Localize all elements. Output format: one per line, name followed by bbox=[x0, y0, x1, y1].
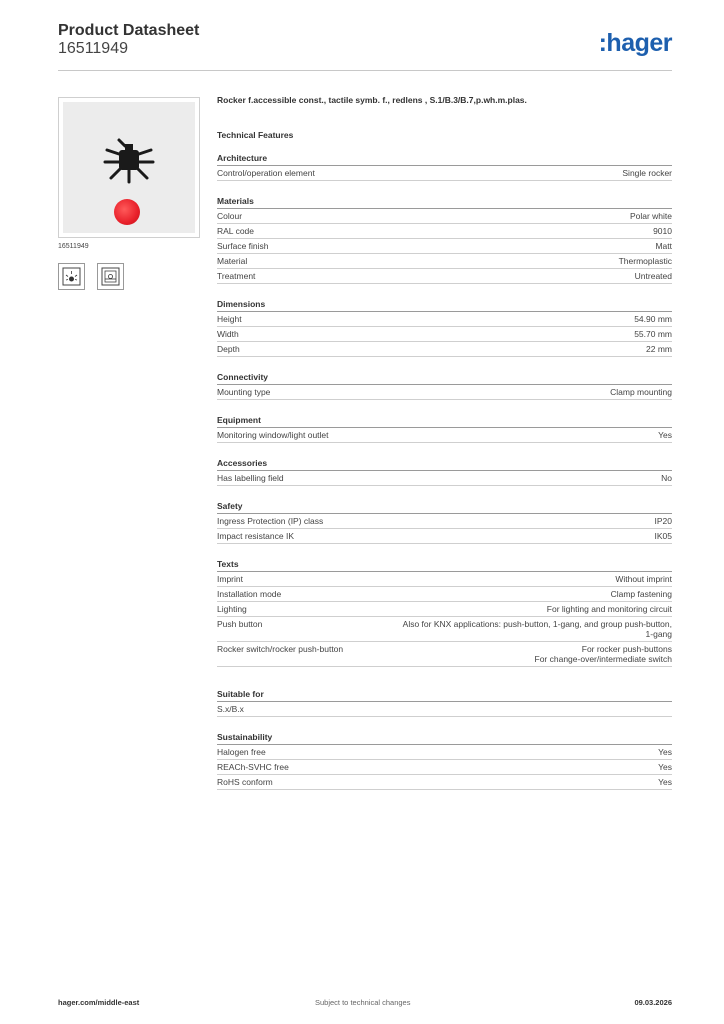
spec-section bbox=[217, 297, 672, 357]
spec-value: Untreated bbox=[634, 271, 672, 281]
spec-value: Matt bbox=[655, 241, 672, 251]
spec-value: IP20 bbox=[654, 516, 672, 526]
spec-label: Imprint bbox=[217, 574, 243, 584]
red-lens-icon bbox=[114, 199, 140, 225]
spec-label: Colour bbox=[217, 211, 243, 221]
spec-value: Yes bbox=[658, 762, 672, 772]
spec-row bbox=[217, 342, 672, 357]
spec-row bbox=[217, 166, 672, 181]
spec-value: Polar white bbox=[629, 211, 672, 221]
technical-features-table bbox=[217, 151, 672, 803]
spec-row bbox=[217, 745, 672, 760]
spec-row bbox=[217, 269, 672, 284]
labelling-field-symbol-icon bbox=[97, 263, 124, 290]
spec-section bbox=[217, 687, 672, 717]
spec-row bbox=[217, 775, 672, 790]
spec-row bbox=[217, 254, 672, 269]
section-title: Architecture bbox=[217, 151, 672, 166]
section-title: Materials bbox=[217, 194, 672, 209]
spec-row bbox=[217, 587, 672, 602]
spec-label: Mounting type bbox=[217, 387, 271, 397]
spec-value: For rocker push-buttons For change-over/intermediate switch bbox=[534, 644, 672, 664]
spec-section bbox=[217, 557, 672, 667]
hager-logo: :hager bbox=[598, 29, 672, 57]
spec-label: Lighting bbox=[217, 604, 247, 614]
spec-label: RoHS conform bbox=[217, 777, 273, 787]
section-title: Sustainability bbox=[217, 730, 672, 745]
spec-label: Rocker switch/rocker push-button bbox=[217, 644, 344, 654]
product-name: Rocker f.accessible const., tactile symb. f., redlens , S.1/B.3/B.7,p.wh.m.plas. bbox=[217, 95, 527, 105]
document-number: 16511949 bbox=[58, 40, 128, 57]
section-title: Accessories bbox=[217, 456, 672, 471]
spec-value: 22 mm bbox=[646, 344, 672, 354]
spec-row bbox=[217, 327, 672, 342]
spec-label: Material bbox=[217, 256, 248, 266]
spec-value: Yes bbox=[658, 747, 672, 757]
spec-label: RAL code bbox=[217, 226, 255, 236]
spec-value: Without imprint bbox=[615, 574, 672, 584]
footer-website: hager.com/middle-east bbox=[58, 998, 140, 1007]
spec-row bbox=[217, 529, 672, 544]
spec-value: 55.70 mm bbox=[634, 329, 672, 339]
spec-label: S.x/B.x bbox=[217, 704, 244, 714]
product-sku: 16511949 bbox=[58, 243, 89, 250]
spec-row bbox=[217, 642, 672, 667]
spec-row bbox=[217, 514, 672, 529]
spec-value: Also for KNX applications: push-button, 1-gang, and group push-button, 1-gang bbox=[402, 619, 672, 639]
spec-label: Ingress Protection (IP) class bbox=[217, 516, 324, 526]
spec-row bbox=[217, 385, 672, 400]
spec-label: Width bbox=[217, 329, 239, 339]
spec-row bbox=[217, 428, 672, 443]
spec-value: Clamp mounting bbox=[610, 387, 672, 397]
section-title: Connectivity bbox=[217, 370, 672, 385]
footer-date: 09.03.2026 bbox=[634, 998, 672, 1007]
footer-disclaimer: Subject to technical changes bbox=[315, 998, 411, 1007]
spec-section bbox=[217, 730, 672, 790]
light-outlet-symbol-icon bbox=[58, 263, 85, 290]
spec-label: Halogen free bbox=[217, 747, 266, 757]
spec-section bbox=[217, 499, 672, 544]
section-title: Dimensions bbox=[217, 297, 672, 312]
spec-label: Has labelling field bbox=[217, 473, 284, 483]
spec-label: Push button bbox=[217, 619, 263, 629]
section-title: Texts bbox=[217, 557, 672, 572]
technical-features-heading: Technical Features bbox=[217, 130, 294, 140]
spec-row bbox=[217, 702, 672, 717]
spec-value: For lighting and monitoring circuit bbox=[546, 604, 672, 614]
document-title: Product Datasheet bbox=[58, 22, 200, 39]
spec-value: Single rocker bbox=[622, 168, 672, 178]
spec-row bbox=[217, 224, 672, 239]
spec-row bbox=[217, 602, 672, 617]
spec-value: 54.90 mm bbox=[634, 314, 672, 324]
spec-value: Thermoplastic bbox=[618, 256, 672, 266]
spec-section bbox=[217, 456, 672, 486]
spec-row bbox=[217, 209, 672, 224]
spec-section bbox=[217, 151, 672, 181]
section-title: Equipment bbox=[217, 413, 672, 428]
spec-row bbox=[217, 471, 672, 486]
section-title: Suitable for bbox=[217, 687, 672, 702]
spec-label: Surface finish bbox=[217, 241, 269, 251]
spec-label: Height bbox=[217, 314, 242, 324]
spec-row bbox=[217, 760, 672, 775]
spec-row bbox=[217, 239, 672, 254]
spec-label: Treatment bbox=[217, 271, 256, 281]
spec-value: IK05 bbox=[654, 531, 672, 541]
spec-value: Yes bbox=[658, 777, 672, 787]
spec-label: Installation mode bbox=[217, 589, 282, 599]
spec-label: Depth bbox=[217, 344, 240, 354]
spec-value: Clamp fastening bbox=[610, 589, 672, 599]
spec-row bbox=[217, 617, 672, 642]
spec-value: No bbox=[661, 473, 672, 483]
spec-value: 9010 bbox=[653, 226, 672, 236]
spec-row bbox=[217, 312, 672, 327]
spec-label: REACh-SVHC free bbox=[217, 762, 289, 772]
spec-row bbox=[217, 572, 672, 587]
spec-label: Impact resistance IK bbox=[217, 531, 295, 541]
spec-label: Monitoring window/light outlet bbox=[217, 430, 329, 440]
product-image bbox=[58, 97, 200, 238]
section-title: Safety bbox=[217, 499, 672, 514]
page-header bbox=[58, 22, 672, 71]
spec-label: Control/operation element bbox=[217, 168, 315, 178]
spec-section bbox=[217, 413, 672, 443]
spec-value: Yes bbox=[658, 430, 672, 440]
spec-section bbox=[217, 370, 672, 400]
spec-section bbox=[217, 194, 672, 284]
